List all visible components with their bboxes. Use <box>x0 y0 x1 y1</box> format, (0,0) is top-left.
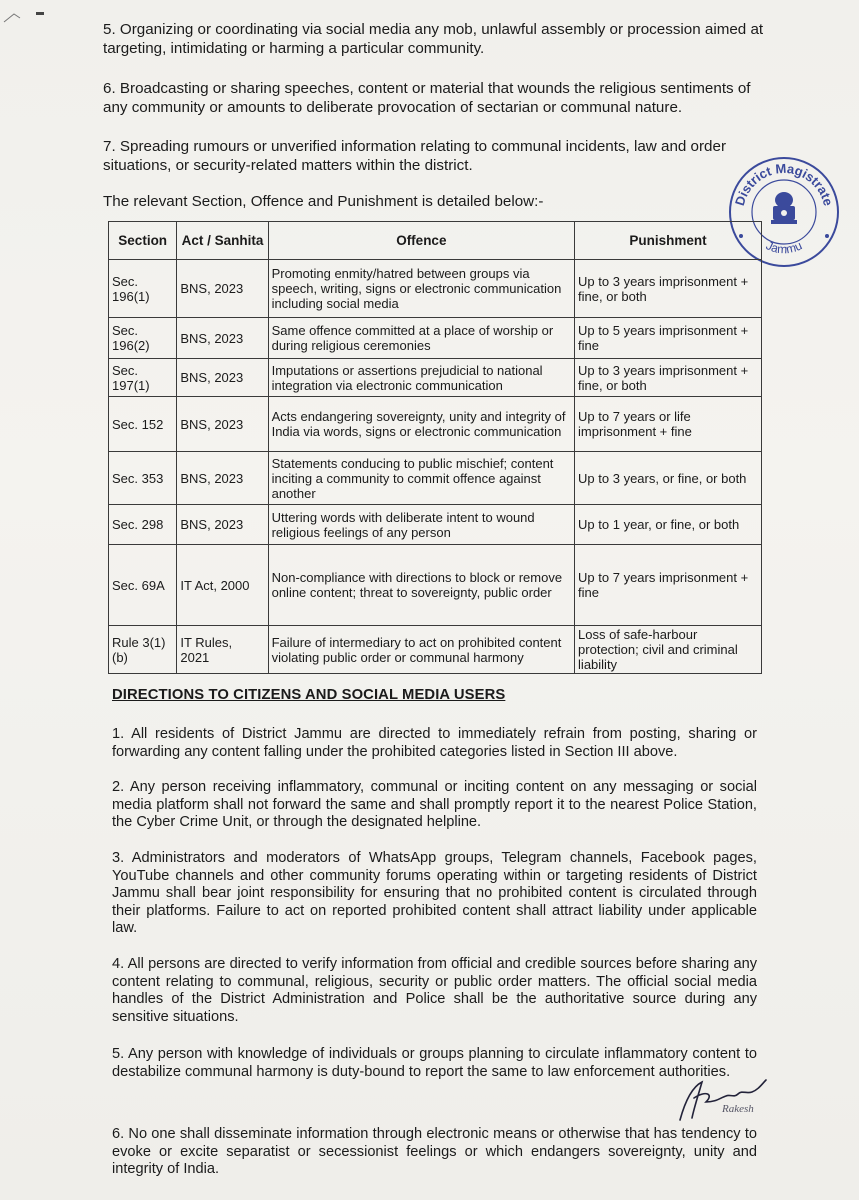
header-offence: Offence <box>268 222 574 260</box>
cell-offence: Same offence committed at a place of worship or during religious ceremonies <box>268 318 574 359</box>
cell-act: BNS, 2023 <box>177 452 268 505</box>
cell-act: BNS, 2023 <box>177 260 268 318</box>
cell-section: Sec. 152 <box>109 397 177 452</box>
cell-offence: Statements conducing to public mischief; content inciting a community to commit offence against another <box>268 452 574 505</box>
seal-place: Jammu <box>763 238 805 257</box>
table-row <box>109 545 762 626</box>
direction-1: 1. All residents of District Jammu are directed to immediately refrain from posting, sharing or forwarding any content falling under the prohibited categories listed in Section III above. <box>112 726 757 760</box>
cell-punishment: Up to 5 years imprisonment + fine <box>575 318 762 359</box>
cell-section: Sec. 353 <box>109 452 177 505</box>
cell-act: BNS, 2023 <box>177 505 268 545</box>
table-row <box>109 626 762 674</box>
cell-act: BNS, 2023 <box>177 318 268 359</box>
cell-punishment: Loss of safe-harbour protection; civil and criminal liability <box>575 626 762 674</box>
table-row <box>109 397 762 452</box>
item-7: 7. Spreading rumours or unverified information relating to communal incidents, law and order situations, or security-related matters within the district. <box>103 138 727 174</box>
direction-5: 5. Any person with knowledge of individuals or groups planning to circulate inflammatory content to destabilize communal harmony is duty-bound to report the same to law enforcement authorities. <box>112 1046 757 1080</box>
cell-offence: Acts endangering sovereignty, unity and integrity of India via words, signs or electronic communication <box>268 397 574 452</box>
cell-section: Sec. 298 <box>109 505 177 545</box>
cell-section: Rule 3(1)(b) <box>109 626 177 674</box>
cell-offence: Non-compliance with directions to block or remove online content; threat to sovereignty, public order <box>268 545 574 626</box>
cell-punishment: Up to 7 years imprisonment + fine <box>575 545 762 626</box>
table-row <box>109 505 762 545</box>
table-header-row <box>109 222 762 260</box>
svg-text:Jammu <box>764 238 804 256</box>
cell-section: Sec. 69A <box>109 545 177 626</box>
signature <box>672 1068 772 1128</box>
direction-6: 6. No one shall disseminate information through electronic means or otherwise that has tendency to evoke or excite separatist or secessionist feelings or which endangers sovereignty, unity and integrity of India. <box>112 1126 757 1178</box>
header-punishment: Punishment <box>575 222 762 260</box>
cell-punishment: Up to 1 year, or fine, or both <box>575 505 762 545</box>
table-row <box>109 318 762 359</box>
direction-2: 2. Any person receiving inflammatory, communal or inciting content on any messaging or social media platform shall not forward the same and shall promptly report it to the nearest Police Station, the Cyber Crime Unit, or through the designated helpline. <box>112 779 757 831</box>
header-section: Section <box>109 222 177 260</box>
cell-offence: Failure of intermediary to act on prohibited content violating public order or communal harmony <box>268 626 574 674</box>
table-row <box>109 359 762 397</box>
table-row <box>109 452 762 505</box>
cell-act: BNS, 2023 <box>177 397 268 452</box>
cell-offence: Imputations or assertions prejudicial to national integration via electronic communication <box>268 359 574 397</box>
seal-title: District Magistrate <box>731 160 837 208</box>
cell-act: IT Act, 2000 <box>177 545 268 626</box>
cell-act: IT Rules, 2021 <box>177 626 268 674</box>
item-5: 5. Organizing or coordinating via social media any mob, unlawful assembly or procession aimed at targeting, intimidating or harming a particular community. <box>103 21 764 57</box>
direction-3: 3. Administrators and moderators of WhatsApp groups, Telegram channels, Facebook pages, YouTube channels and other community forums operating within or targeting residents of District Jammu shall bear joint responsibility for ensuring that no prohibited content is circulated through their platforms. Failure to act on reported prohibited content shall attract liability under applicable law. <box>112 850 757 937</box>
header-act: Act / Sanhita <box>177 222 268 260</box>
direction-4: 4. All persons are directed to verify information from official and credible sources before sharing any content relating to communal, religious, security or public order matters. The official social media handles of the District Administration and Police shall be the authoritative source during any sensitive situations. <box>112 956 757 1025</box>
corner-mark <box>0 0 48 30</box>
emblem-icon <box>771 192 797 224</box>
cell-section: Sec. 196(1) <box>109 260 177 318</box>
cell-act: BNS, 2023 <box>177 359 268 397</box>
item-6: 6. Broadcasting or sharing speeches, content or material that wounds the religious sentiments of any community or amounts to deliberate provocation of sectarian or communal nature. <box>103 80 751 116</box>
cell-punishment: Up to 7 years or life imprisonment + fine <box>575 397 762 452</box>
cell-punishment: Up to 3 years imprisonment + fine, or both <box>575 260 762 318</box>
offence-table <box>108 221 762 674</box>
cell-punishment: Up to 3 years, or fine, or both <box>575 452 762 505</box>
signature-text: Rakesh <box>722 1103 754 1115</box>
cell-offence: Uttering words with deliberate intent to wound religious feelings of any person <box>268 505 574 545</box>
table-row <box>109 260 762 318</box>
cell-section: Sec. 196(2) <box>109 318 177 359</box>
directions-heading: DIRECTIONS TO CITIZENS AND SOCIAL MEDIA USERS <box>112 687 506 703</box>
cell-offence: Promoting enmity/hatred between groups via speech, writing, signs or electronic communication including social media <box>268 260 574 318</box>
table-intro: The relevant Section, Offence and Punishment is detailed below:- <box>103 193 544 210</box>
cell-section: Sec. 197(1) <box>109 359 177 397</box>
cell-punishment: Up to 3 years imprisonment + fine, or both <box>575 359 762 397</box>
